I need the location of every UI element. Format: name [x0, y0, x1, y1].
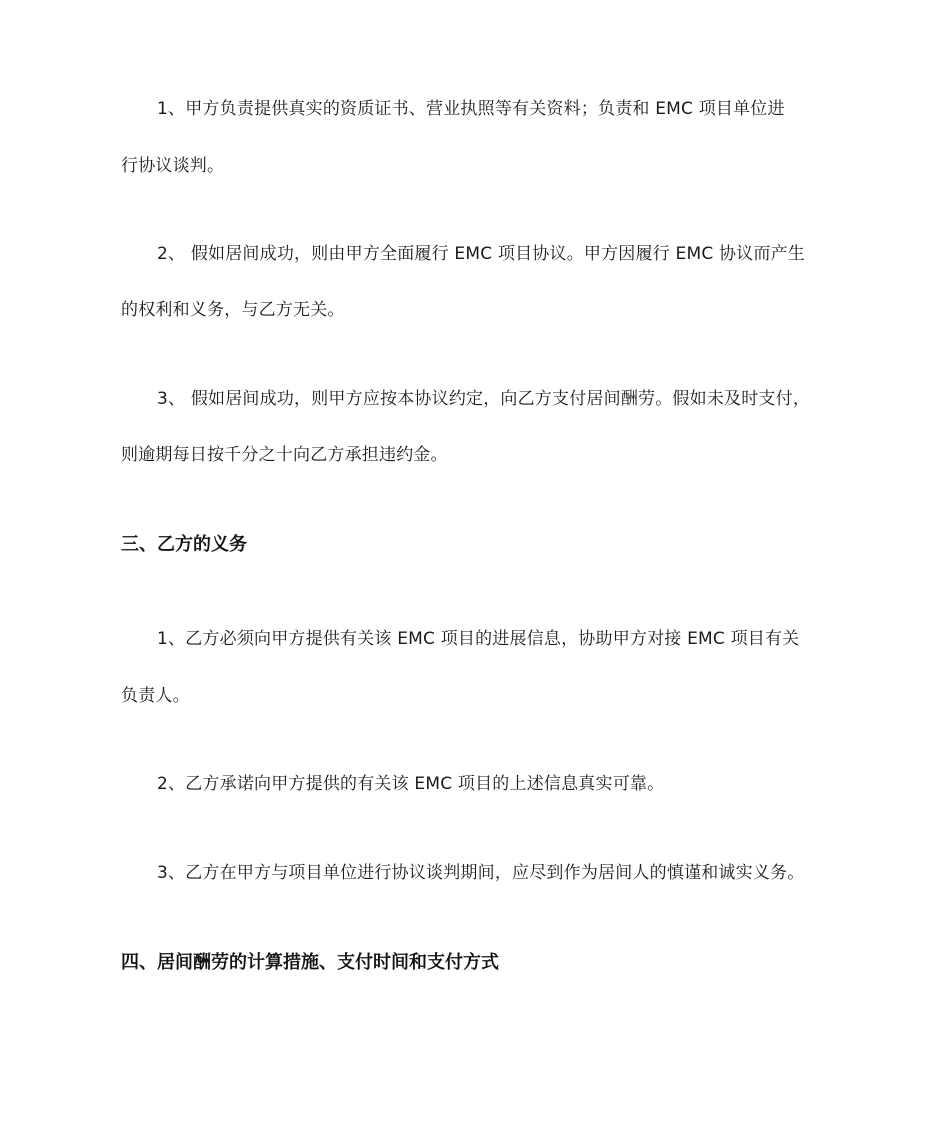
clause-a2-line2: 的权利和义务，与乙方无关。	[121, 300, 345, 320]
clause-b2-line1: 2、乙方承诺向甲方提供的有关该 EMC 项目的上述信息真实可靠。	[157, 774, 665, 794]
clause-a3-line1: 3、 假如居间成功，则甲方应按本协议约定，向乙方支付居间酬劳。假如未及时支付，	[157, 389, 811, 409]
clause-b1-line1: 1、乙方必须向甲方提供有关该 EMC 项目的进展信息，协助甲方对接 EMC 项目有关	[157, 629, 800, 649]
clause-a1-line2: 行协议谈判。	[121, 156, 225, 176]
clause-a1-line1: 1、甲方负责提供真实的资质证书、营业执照等有关资料；负责和 EMC 项目单位进	[157, 99, 785, 119]
clause-b1-line2: 负责人。	[121, 686, 190, 706]
clause-b3-line1: 3、乙方在甲方与项目单位进行协议谈判期间，应尽到作为居间人的慎谨和诚实义务。	[157, 863, 805, 883]
section-three-heading: 三、乙方的义务	[121, 534, 247, 555]
clause-a3-line2: 则逾期每日按千分之十向乙方承担违约金。	[121, 445, 448, 465]
section-four-heading: 四、居间酬劳的计算措施、支付时间和支付方式	[121, 952, 499, 973]
clause-a2-line1: 2、 假如居间成功，则由甲方全面履行 EMC 项目协议。甲方因履行 EMC 协议而产生	[157, 244, 805, 264]
